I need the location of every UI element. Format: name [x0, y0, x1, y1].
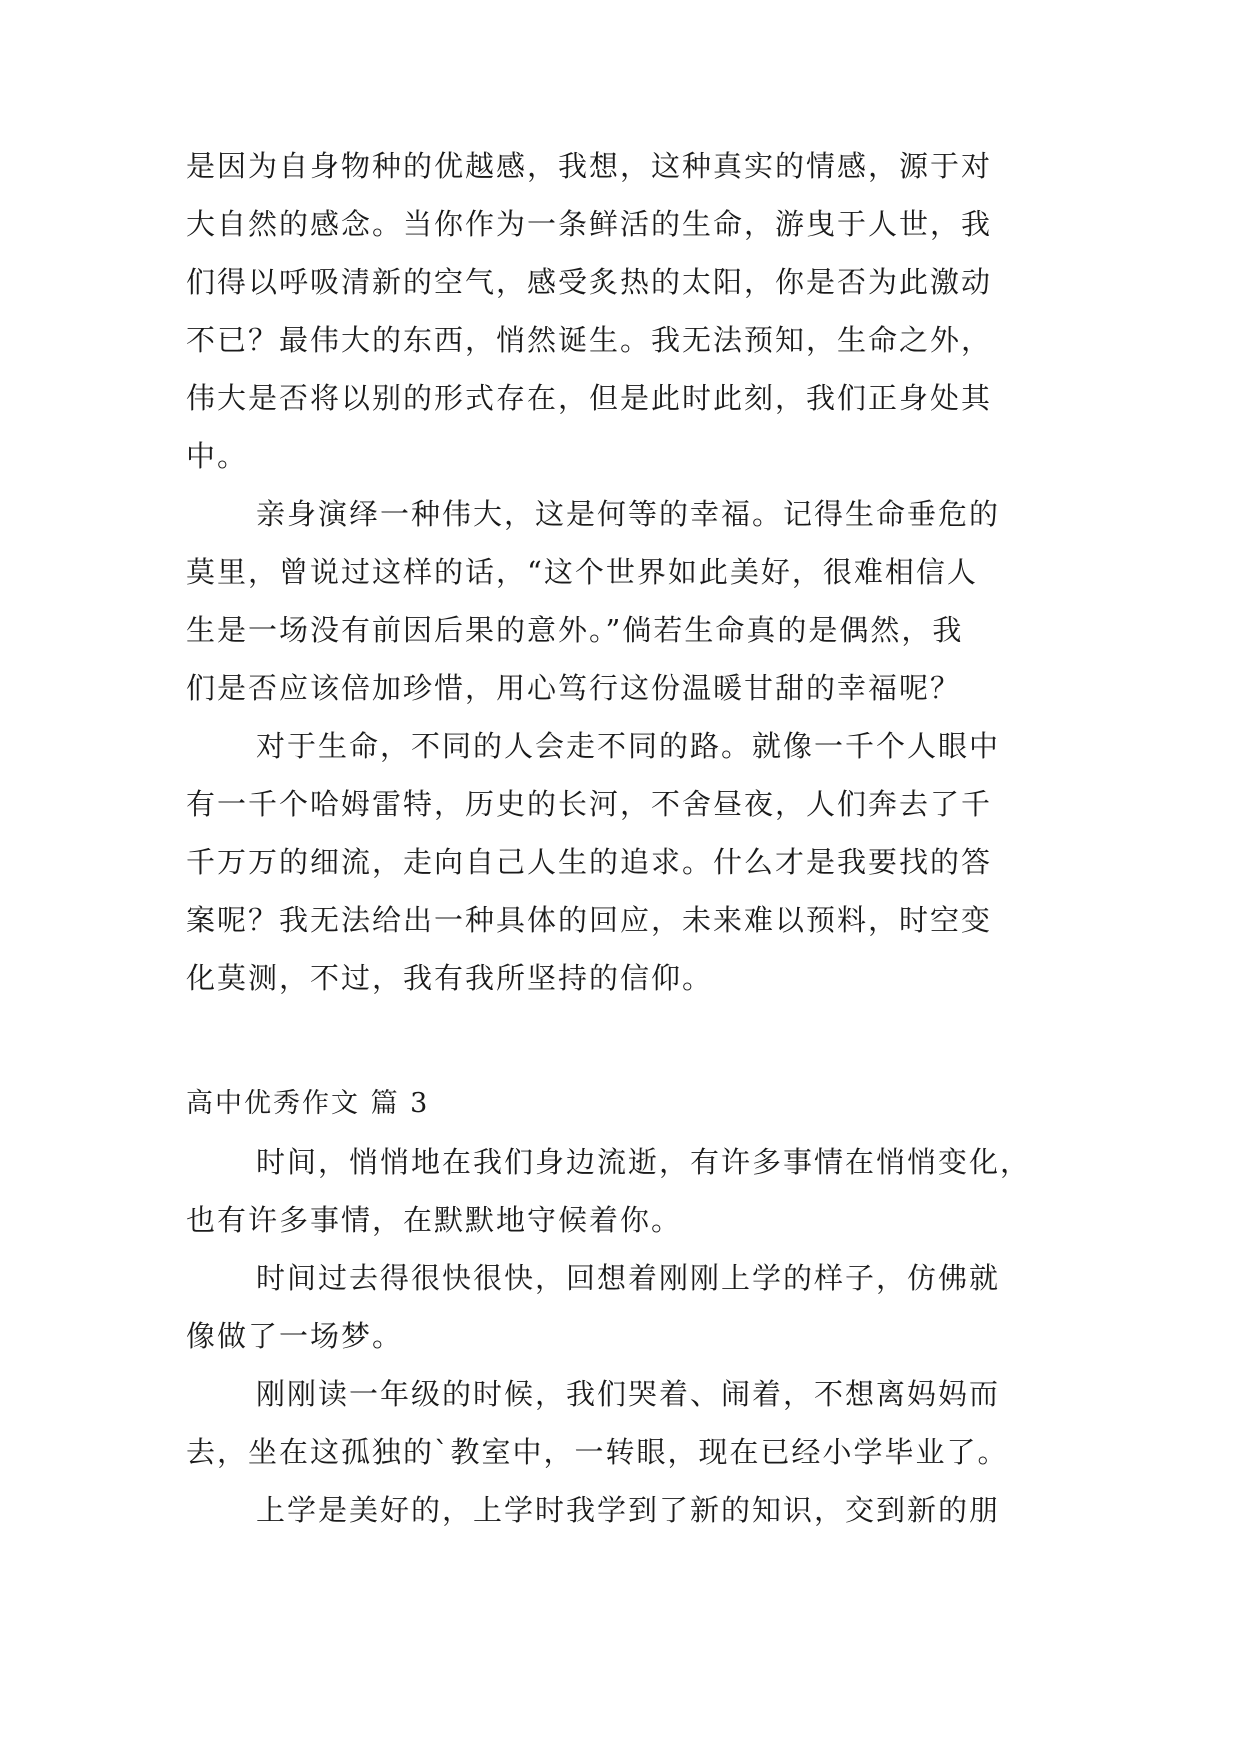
- text-line: 对于生命，不同的人会走不同的路。就像一千个人眼中: [256, 729, 1001, 763]
- text-line: 们得以呼吸清新的空气，感受炙热的太阳，你是否为此激动: [186, 265, 993, 299]
- section-heading: 高中优秀作文 篇 3: [186, 1088, 430, 1119]
- text-line: 千万万的细流，走向自己人生的追求。什么才是我要找的答: [186, 845, 993, 879]
- text-line: 时间，悄悄地在我们身边流逝，有许多事情在悄悄变化，: [256, 1145, 1032, 1179]
- text-line: 像做了一场梦。: [186, 1319, 404, 1353]
- text-line: 是因为自身物种的优越感，我想，这种真实的情感，源于对: [186, 149, 993, 183]
- text-line: 去，坐在这孤独的`教室中，一转眼，现在已经小学毕业了。: [186, 1435, 1009, 1469]
- text-line: 刚刚读一年级的时候，我们哭着、闹着，不想离妈妈而: [256, 1377, 1001, 1411]
- text-line: 伟大是否将以别的形式存在，但是此时此刻，我们正身处其: [186, 381, 993, 415]
- text-line: 生是一场没有前因后果的意外。”倘若生命真的是偶然，我: [186, 613, 964, 647]
- text-line: 上学是美好的，上学时我学到了新的知识，交到新的朋: [256, 1493, 1001, 1527]
- text-line: 有一千个哈姆雷特，历史的长河，不舍昼夜，人们奔去了千: [186, 787, 993, 821]
- text-line: 不已？最伟大的东西，悄然诞生。我无法预知，生命之外，: [186, 323, 993, 357]
- text-line: 中。: [186, 439, 249, 473]
- text-line: 时间过去得很快很快，回想着刚刚上学的样子，仿佛就: [256, 1261, 1001, 1295]
- text-line: 亲身演绎一种伟大，这是何等的幸福。记得生命垂危的: [256, 497, 1001, 531]
- text-line: 也有许多事情，在默默地守候着你。: [186, 1203, 683, 1237]
- text-line: 们是否应该倍加珍惜，用心笃行这份温暖甘甜的幸福呢？: [186, 671, 962, 705]
- text-line: 大自然的感念。当你作为一条鲜活的生命，游曳于人世，我: [186, 207, 993, 241]
- text-line: 案呢？我无法给出一种具体的回应，未来难以预料，时空变: [186, 903, 993, 937]
- text-line: 化莫测，不过，我有我所坚持的信仰。: [186, 961, 714, 995]
- text-line: 莫里，曾说过这样的话，“这个世界如此美好，很难相信人: [186, 555, 978, 589]
